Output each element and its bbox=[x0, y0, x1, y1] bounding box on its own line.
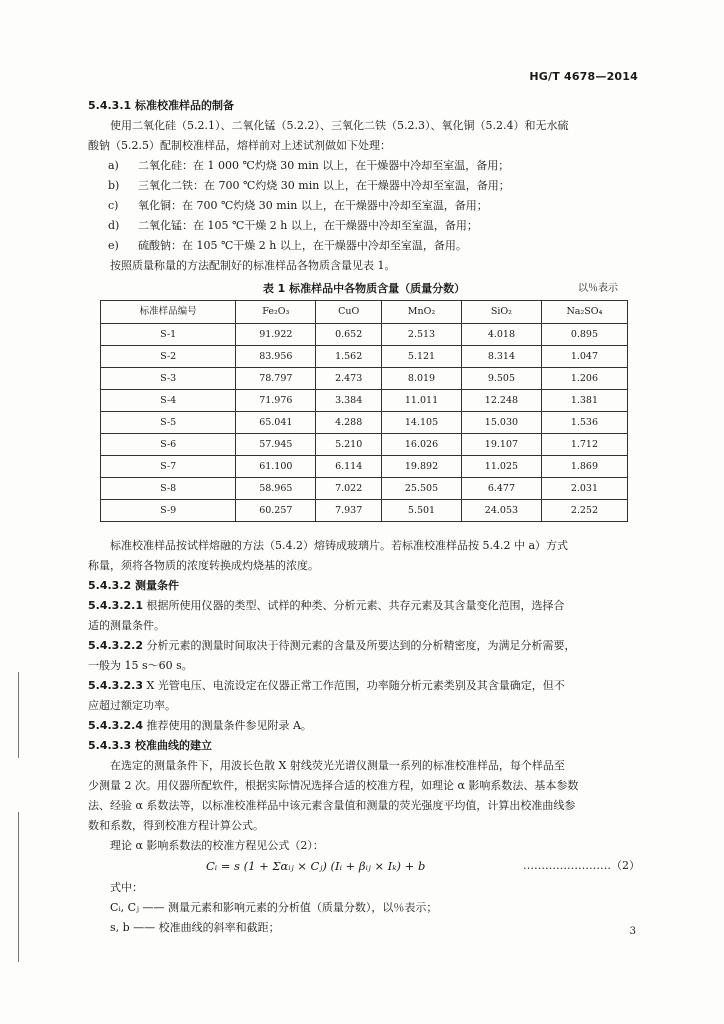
table-cell: 24.053 bbox=[461, 500, 541, 522]
column-header-fe2o3: Fe₂O₃ bbox=[236, 301, 316, 324]
table-cell: 9.505 bbox=[461, 368, 541, 390]
table-cell: 2.031 bbox=[541, 478, 627, 500]
column-header-sample-id: 标准样品编号 bbox=[101, 301, 236, 324]
table-cell: 61.100 bbox=[236, 456, 316, 478]
table-spacer bbox=[88, 522, 640, 536]
list-item-text: 三氧化二铁：在 700 ℃灼烧 30 min 以上，在干燥器中冷却至室温，备用； bbox=[138, 179, 510, 192]
clause-5-4-3-2-4 bbox=[88, 716, 640, 736]
list-item bbox=[88, 196, 640, 216]
standard-code-header: HG/T 4678—2014 bbox=[529, 70, 638, 83]
list-item-key: a) bbox=[108, 159, 119, 172]
formula-intro: 理论 α 影响系数法的校准方程见公式（2）： bbox=[110, 839, 324, 852]
table-cell: 1.562 bbox=[316, 346, 382, 368]
table-cell: 65.041 bbox=[236, 412, 316, 434]
table-cell: S-9 bbox=[101, 500, 236, 522]
table-cell: 14.105 bbox=[382, 412, 462, 434]
clause-number: 5.4.3.2.1 bbox=[88, 599, 143, 612]
fuse-paragraph-line-1: 标准校准样品按试样熔融的方法（5.4.2）熔铸成玻璃片。若标准校准样品按 5.4.2 中 a）方式 bbox=[110, 539, 569, 552]
scan-edge-line bbox=[18, 812, 19, 962]
table-cell: 57.945 bbox=[236, 434, 316, 456]
curve-paragraph-line-1: 在选定的测量条件下，用波长色散 X 射线荧光光谱仪测量一系列的标准校准样品，每个样品至 bbox=[110, 759, 565, 772]
table-cell: S-5 bbox=[101, 412, 236, 434]
table-cell: 60.257 bbox=[236, 500, 316, 522]
table-cell: 91.922 bbox=[236, 324, 316, 346]
column-header-cuo: CuO bbox=[316, 301, 382, 324]
clause-text: X 光管电压、电流设定在仪器正常工作范围，功率随分析元素类别及其含量确定，但不 bbox=[142, 679, 565, 692]
table-cell: 6.477 bbox=[461, 478, 541, 500]
table-header-row bbox=[101, 301, 628, 324]
table-row bbox=[101, 324, 628, 346]
clause-5-4-3-2-2-line-2: 一般为 15 s～60 s。 bbox=[88, 659, 193, 672]
section-5-4-3-1-title: 5.4.3.1 标准校准样品的制备 bbox=[88, 99, 234, 112]
clause-number: 5.4.3.2.4 bbox=[88, 719, 143, 732]
definition-ci-cj: Cᵢ, Cⱼ —— 测量元素和影响元素的分析值（质量分数），以％表示； bbox=[110, 901, 438, 914]
table-row bbox=[101, 478, 628, 500]
clause-5-4-3-2-2-line-1 bbox=[88, 636, 640, 656]
list-item bbox=[88, 176, 640, 196]
curve-paragraph-line-2: 少测量 2 次。用仪器所配软件，根据实际情况选择合适的校准方程，如理论 α 影响系数法、基本参数 bbox=[88, 779, 579, 792]
table-cell: 16.026 bbox=[382, 434, 462, 456]
calibration-equation: Cᵢ = s (1 + Σαᵢⱼ × Cⱼ) (Iᵢ + βᵢⱼ × Iₖ) + b bbox=[206, 859, 426, 873]
list-item bbox=[88, 216, 640, 236]
list-item bbox=[88, 156, 640, 176]
table-cell: 1.536 bbox=[541, 412, 627, 434]
table-row bbox=[101, 390, 628, 412]
prep-paragraph-line-1: 使用二氧化硅（5.2.1）、二氧化锰（5.2.2）、三氧化二铁（5.2.3）、氧化铜（5.2.4）和无水硫 bbox=[110, 119, 569, 132]
table-cell: 15.030 bbox=[461, 412, 541, 434]
table-caption: 表 1 标准样品中各物质含量（质量分数） bbox=[262, 282, 466, 295]
table-cell: S-6 bbox=[101, 434, 236, 456]
table-cell: 1.712 bbox=[541, 434, 627, 456]
table-row bbox=[101, 412, 628, 434]
clause-number: 5.4.3.2.3 bbox=[88, 679, 143, 692]
list-item-key: b) bbox=[108, 179, 120, 192]
table-cell: 8.019 bbox=[382, 368, 462, 390]
column-header-mno2: MnO₂ bbox=[382, 301, 462, 324]
where-label: 式中： bbox=[110, 881, 143, 894]
table-cell: S-2 bbox=[101, 346, 236, 368]
section-5-4-3-2-title: 5.4.3.2 测量条件 bbox=[88, 579, 179, 592]
page-content bbox=[88, 96, 640, 938]
table-cell: S-3 bbox=[101, 368, 236, 390]
table-cell: 1.047 bbox=[541, 346, 627, 368]
table-cell: 1.381 bbox=[541, 390, 627, 412]
table-cell: 5.210 bbox=[316, 434, 382, 456]
prep-paragraph-line-2: 酸钠（5.2.5）配制校准样品，熔样前对上述试剂做如下处理： bbox=[88, 139, 391, 152]
clause-5-4-3-2-1-line-1 bbox=[88, 596, 640, 616]
curve-paragraph-line-3: 法、经验 α 系数法等，以标准校准样品中该元素含量值和测量的荧光强度平均值，计算出校准曲线参 bbox=[88, 799, 576, 812]
table-unit-note: 以％表示 bbox=[578, 283, 618, 294]
page-number: 3 bbox=[629, 926, 636, 937]
table-cell: 25.505 bbox=[382, 478, 462, 500]
list-item-text: 二氧化硅：在 1 000 ℃灼烧 30 min 以上，在干燥器中冷却至室温，备用； bbox=[138, 159, 510, 172]
table-cell: 11.011 bbox=[382, 390, 462, 412]
column-header-na2so4: Na₂SO₄ bbox=[541, 301, 627, 324]
scan-edge-line bbox=[18, 672, 19, 758]
list-item-text: 氧化铜：在 700 ℃灼烧 30 min 以上，在干燥器中冷却至室温，备用； bbox=[138, 199, 488, 212]
table-cell: 5.501 bbox=[382, 500, 462, 522]
standard-sample-content-table bbox=[100, 300, 628, 522]
table-cell: 2.513 bbox=[382, 324, 462, 346]
table-row bbox=[101, 500, 628, 522]
table-cell: 83.956 bbox=[236, 346, 316, 368]
table-cell: 7.022 bbox=[316, 478, 382, 500]
table-cell: 0.652 bbox=[316, 324, 382, 346]
table-cell: 1.206 bbox=[541, 368, 627, 390]
table-cell: 71.976 bbox=[236, 390, 316, 412]
table-caption-row bbox=[88, 278, 640, 300]
table-cell: 8.314 bbox=[461, 346, 541, 368]
clause-5-4-3-2-1-line-2: 适的测量条件。 bbox=[88, 619, 165, 632]
table-cell: 2.252 bbox=[541, 500, 627, 522]
table-cell: S-8 bbox=[101, 478, 236, 500]
clause-number: 5.4.3.2.2 bbox=[88, 639, 143, 652]
table-cell: S-1 bbox=[101, 324, 236, 346]
table-cell: S-4 bbox=[101, 390, 236, 412]
table-row bbox=[101, 456, 628, 478]
formula-number: ……………………（2） bbox=[523, 859, 640, 872]
clause-text: 根据所使用仪器的类型、试样的种类、分析元素、共存元素及其含量变化范围，选择合 bbox=[142, 599, 565, 612]
table-cell: 5.121 bbox=[382, 346, 462, 368]
definition-s-b: s, b —— 校准曲线的斜率和截距； bbox=[110, 921, 280, 934]
clause-text: 推荐使用的测量条件参见附录 A。 bbox=[142, 719, 312, 732]
table-cell: 2.473 bbox=[316, 368, 382, 390]
table-row bbox=[101, 368, 628, 390]
list-item-text: 二氧化锰：在 105 ℃干燥 2 h 以上，在干燥器中冷却至室温，备用； bbox=[138, 219, 478, 232]
table-cell: 19.892 bbox=[382, 456, 462, 478]
list-item-key: e) bbox=[108, 239, 119, 252]
table-cell: 4.018 bbox=[461, 324, 541, 346]
table-cell: 78.797 bbox=[236, 368, 316, 390]
table-cell: 58.965 bbox=[236, 478, 316, 500]
table-cell: 3.384 bbox=[316, 390, 382, 412]
fuse-paragraph-line-2: 称量，须将各物质的浓度转换成灼烧基的浓度。 bbox=[88, 559, 319, 572]
clause-text: 分析元素的测量时间取决于待测元素的含量及所要达到的分析精密度，为满足分析需要， bbox=[142, 639, 576, 652]
list-item-text: 硫酸钠：在 105 ℃干燥 2 h 以上，在干燥器中冷却至室温，备用。 bbox=[138, 239, 467, 252]
list-item-key: d) bbox=[108, 219, 120, 232]
curve-paragraph-line-4: 数和系数，得到校准方程计算公式。 bbox=[88, 819, 264, 832]
table-cell: 6.114 bbox=[316, 456, 382, 478]
clause-5-4-3-2-3-line-2: 应超过额定功率。 bbox=[88, 699, 176, 712]
table-cell: 19.107 bbox=[461, 434, 541, 456]
reagent-treatment-list bbox=[88, 156, 640, 256]
table-cell: 11.025 bbox=[461, 456, 541, 478]
table-cell: 1.869 bbox=[541, 456, 627, 478]
table-row bbox=[101, 434, 628, 456]
list-item-key: c) bbox=[108, 199, 119, 212]
clause-5-4-3-2-3-line-1 bbox=[88, 676, 640, 696]
table-cell: S-7 bbox=[101, 456, 236, 478]
table-cell: 7.937 bbox=[316, 500, 382, 522]
table-cell: 4.288 bbox=[316, 412, 382, 434]
column-header-sio2: SiO₂ bbox=[461, 301, 541, 324]
table-row bbox=[101, 346, 628, 368]
formula-2 bbox=[88, 856, 640, 878]
section-5-4-3-3-title: 5.4.3.3 校准曲线的建立 bbox=[88, 739, 212, 752]
list-item bbox=[88, 236, 640, 256]
table-cell: 12.248 bbox=[461, 390, 541, 412]
table-cell: 0.895 bbox=[541, 324, 627, 346]
table-reference-paragraph: 按照质量称量的方法配制好的标准样品各物质含量见表 1。 bbox=[110, 259, 396, 272]
